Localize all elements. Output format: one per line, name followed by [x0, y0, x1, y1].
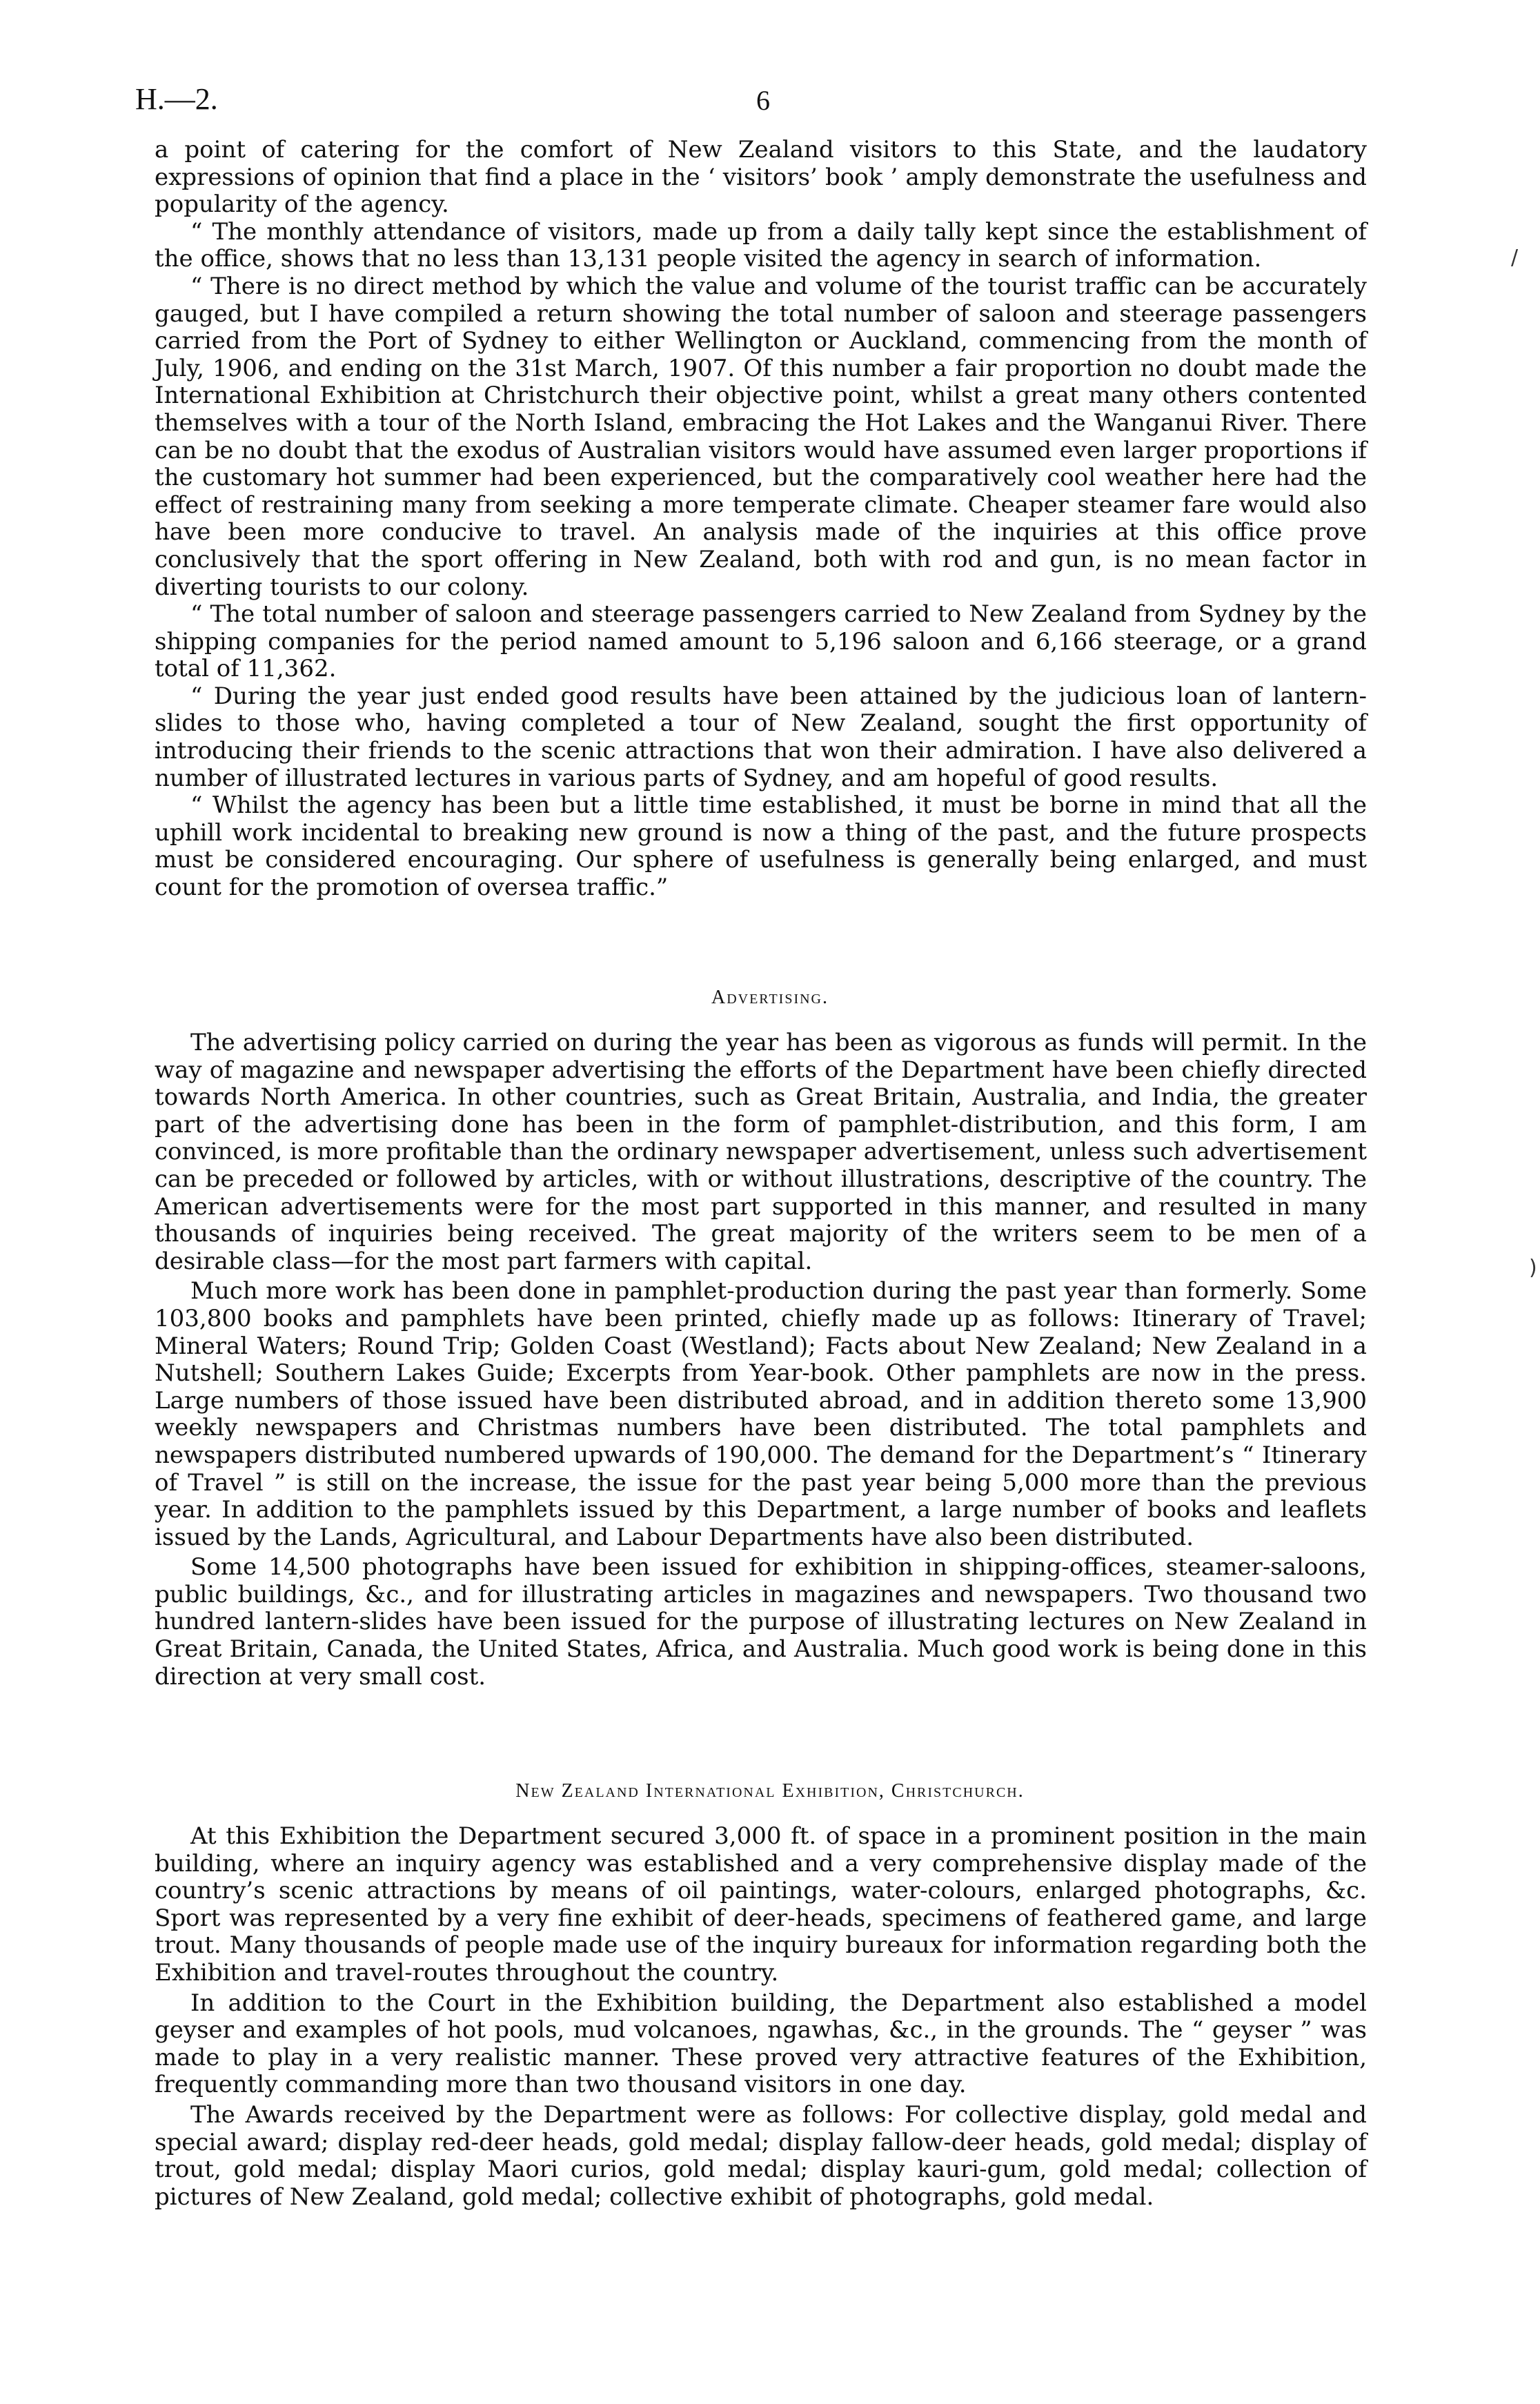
paragraph: a point of catering for the comfort of New Zealand visitors to this State, and the laudatory expressions of opinion that find a place in the ‘ visitors’ book ’ amply demonstrate the usefulness and popularity of the agency.: [155, 136, 1367, 219]
agency-report-quotation: [155, 137, 1367, 902]
paragraph: Some 14,500 photographs have been issued for exhibition in shipping-offices, steamer-saloons, public buildings, &c., and for illustrating articles in magazines and newspapers. Two thousand two hundred lantern-slides have been issued for the purpose of illustrating lectures on New Zealand in Great Britain, Canada, the United States, Africa, and Australia. Much good work is being done in this direction at very small cost.: [155, 1553, 1367, 1691]
paragraph: “ The monthly attendance of visitors, made up from a daily tally kept since the establishment of the office, shows that no less than 13,131 people visited the agency in search of information.: [155, 217, 1367, 273]
paragraph: Much more work has been done in pamphlet-production during the past year than formerly. Some 103,800 books and pamphlets have been printed, chiefly made up as follows: Itinerary of Travel; Mineral Waters; Round Trip; Golden Coast (Westland); Facts about New Zealand; New Zealand in a Nutshell; Southern Lakes Guide; Excerpts from Year-book. Other pamphlets are now in the press. Large numbers of those issued have been distributed abroad, and in addition thereto some 13,900 weekly newspapers and Christmas numbers have been distributed. The total pamphlets and newspapers distributed numbered upwards of 190,000. The demand for the Department’s “ Itinerary of Travel ” is still on the increase, the issue for the past year being 5,000 more than the previous year. In addition to the pamphlets issued by this Department, a large number of books and leaflets issued by the Lands, Agricultural, and Labour Departments have also been distributed.: [155, 1277, 1367, 1551]
paragraph: At this Exhibition the Department secured 3,000 ft. of space in a prominent position in the main building, where an inquiry agency was established and a very comprehensive display made of the country’s scenic attractions by means of oil paintings, water-colours, enlarged photographs, &c. Sport was represented by a very fine exhibit of deer-heads, specimens of feathered game, and large trout. Many thousands of people made use of the inquiry bureaux for information regarding both the Exhibition and travel-routes throughout the country.: [155, 1822, 1367, 1987]
paragraph: “ There is no direct method by which the value and volume of the tourist traffic can be accurately gauged, but I have compiled a return showing the total number of saloon and steerage passengers carried from the Port of Sydney to either Wellington or Auckland, commencing from the month of July, 1906, and ending on the 31st March, 1907. Of this number a fair proportion no doubt made the International Exhibition at Christchurch their objective point, whilst a great many others contented themselves with a tour of the North Island, embracing the Hot Lakes and the Wanganui River. There can be no doubt that the exodus of Australian visitors would have assumed even larger proportions if the customary hot summer had been experienced, but the comparatively cool weather here had the effect of restraining many from seeking a more temperate climate. Cheaper steamer fare would also have been more conducive to travel. An analysis made of the inquiries at this office prove conclusively that the sport offering in New Zealand, both with rod and gun, is no mean factor in diverting tourists to our colony.: [155, 272, 1367, 601]
paragraph: “ The total number of saloon and steerage passengers carried to New Zealand from Sydney by the shipping companies for the period named amount to 5,196 saloon and 6,166 steerage, or a grand total of 11,362.: [155, 600, 1367, 683]
document-reference: H.—2.: [135, 82, 218, 116]
paragraph: “ Whilst the agency has been but a little time established, it must be borne in mind that all the uphill work incidental to breaking new ground is now a thing of the past, and the future prospects must be considered encouraging. Our sphere of usefulness is generally being enlarged, and must count for the promotion of oversea traffic.”: [155, 791, 1367, 902]
section-heading-exhibition: New Zealand International Exhibition, Christchurch.: [515, 1780, 1025, 1802]
paragraph: The Awards received by the Department were as follows: For collective display, gold medal and special award; display red-deer heads, gold medal; display fallow-deer heads, gold medal; display of trout, gold medal; display Maori curios, gold medal; display kauri-gum, gold medal; collection of pictures of New Zealand, gold medal; collective exhibit of photographs, gold medal.: [155, 2100, 1367, 2211]
exhibition-section: [155, 1823, 1367, 2211]
paragraph: “ During the year just ended good results have been attained by the judicious loan of lantern-slides to those who, having completed a tour of New Zealand, sought the first opportunity of introducing their friends to the scenic attractions that won their admiration. I have also delivered a number of illustrated lectures in various parts of Sydney, and am hopeful of good results.: [155, 682, 1367, 792]
paragraph: In addition to the Court in the Exhibition building, the Department also established a model geyser and examples of hot pools, mud volcanoes, ngawhas, &c., in the grounds. The “ geyser ” was made to play in a very realistic manner. These proved very attractive features of the Exhibition, frequently commanding more than two thousand visitors in one day.: [155, 1989, 1367, 2099]
margin-mark: /: [1511, 246, 1519, 270]
margin-mark: ): [1529, 1256, 1537, 1280]
advertising-section: [155, 1029, 1367, 1691]
paragraph: The advertising policy carried on during the year has been as vigorous as funds will permit. In the way of magazine and newspaper advertising the efforts of the Department have been chiefly directed towards North America. In other countries, such as Great Britain, Australia, and India, the greater part of the advertising done has been in the form of pamphlet-distribution, and this form, I am convinced, is more profitable than the ordinary newspaper advertisement, unless such advertisement can be preceded or followed by articles, with or without illustrations, descriptive of the country. The American advertisements were for the most part supported in this manner, and resulted in many thousands of inquiries being received. The great majority of the writers seem to be men of a desirable class—for the most part farmers with capital.: [155, 1029, 1367, 1275]
page-number: 6: [756, 85, 770, 116]
section-heading-advertising: Advertising.: [711, 987, 829, 1008]
